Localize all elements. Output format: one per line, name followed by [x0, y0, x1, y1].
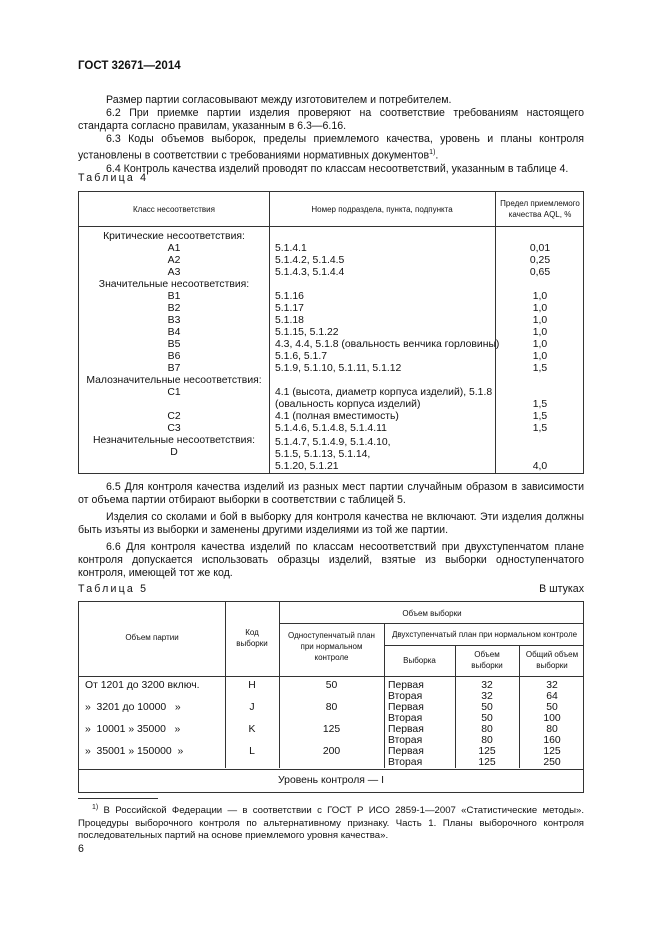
intro-text — [78, 94, 584, 176]
code-cell: J — [249, 702, 255, 713]
total-cell: 160 — [543, 735, 561, 746]
paragraph: Изделия со сколами и бой в выборку для контроля качества не включают. Эти изделия должны быть изъяты из выборки и заменены другими изделиями из той же партии. — [78, 511, 584, 536]
size-cell: 32 — [481, 680, 493, 691]
paragraph: 6.5 Для контроля качества изделий из разных мест партии случайным образом в зависимости от объема партии отбирают выборки в соответствии с таблицей 5. — [78, 481, 584, 506]
document-header: ГОСТ 32671—2014 — [78, 60, 181, 72]
paragraph: 6.2 При приемке партии изделия проверяют на соответствие требованиям настоящего стандарта согласно правилам, указанным в 6.3—6.16. — [78, 107, 584, 132]
aql-cell: 4,0 — [532, 461, 548, 472]
single-cell: 50 — [325, 680, 338, 691]
code-cell: H — [248, 680, 256, 691]
table5-header-single: Одноступенчатый план при нормальном контроле — [288, 631, 375, 662]
table5-header-size: Объем выборки — [471, 650, 503, 670]
class-cell: B1 — [167, 291, 181, 302]
class-cell: B6 — [167, 351, 181, 362]
group-label: Незначительные несоответствия: — [93, 435, 255, 446]
total-cell: 250 — [543, 757, 561, 768]
class-cell: D — [170, 447, 178, 458]
clause-cell: 4.1 (высота, диаметр корпуса изделий), 5.1.8 — [275, 387, 493, 398]
footnote-divider — [78, 798, 158, 799]
body-text — [78, 481, 584, 580]
header-line: качества AQL, % — [508, 210, 572, 219]
aql-cell: 1,0 — [532, 339, 548, 350]
aql-cell: 1,5 — [532, 411, 548, 422]
single-cell: 80 — [325, 702, 338, 713]
footnote-ref: 1) — [429, 149, 436, 156]
table4 — [78, 191, 584, 474]
paragraph: 6.4 Контроль качества изделий проводят по классам несоответствий, указанным в таблице 4. — [106, 162, 569, 175]
lot-cell: » 10001 » 35000 » — [85, 724, 181, 735]
aql-cell: 1,5 — [532, 399, 548, 410]
aql-cell: 0,01 — [529, 243, 551, 254]
size-cell: 32 — [481, 691, 493, 702]
lot-cell: » 35001 » 150000 » — [85, 746, 184, 757]
clause-cell-cont: 5.1.20, 5.1.21 — [275, 461, 339, 472]
single-cell: 200 — [322, 746, 341, 757]
clause-cell: 5.1.18 — [275, 315, 304, 326]
table4-caption: Таблица 4 — [78, 172, 149, 184]
class-cell: A2 — [167, 255, 181, 266]
class-cell: B3 — [167, 315, 181, 326]
total-cell: 50 — [546, 702, 558, 713]
clause-cell: 5.1.4.1 — [275, 243, 307, 254]
aql-cell: 1,5 — [532, 423, 548, 434]
table5-header-code: Код выборки — [236, 628, 268, 648]
size-cell: 125 — [478, 746, 496, 757]
class-cell: B2 — [167, 303, 181, 314]
size-cell: 125 — [478, 757, 496, 768]
total-cell: 64 — [546, 691, 558, 702]
clause-cell: 5.1.17 — [275, 303, 304, 314]
sel-cell: Первая — [388, 746, 424, 757]
footnote-mark: 1) — [92, 804, 99, 811]
size-cell: 80 — [481, 724, 493, 735]
lot-cell: От 1201 до 3200 включ. — [85, 680, 200, 691]
code-cell: L — [249, 746, 255, 757]
header-line: Предел приемлемого — [500, 199, 580, 208]
size-cell: 80 — [481, 735, 493, 746]
clause-cell: 5.1.4.2, 5.1.4.5 — [275, 255, 345, 266]
paragraph: 6.3 Коды объемов выборок, пределы приемлемого качества, уровень и планы контроля установлены в соответствии с требованиями нормативных документов$^{1)}$. — [78, 133, 584, 162]
clause-cell: 5.1.6, 5.1.7 — [275, 351, 327, 362]
aql-cell: 1,0 — [532, 315, 548, 326]
total-cell: 80 — [546, 724, 558, 735]
group-label: Значительные несоответствия: — [98, 279, 250, 290]
clause-cell: 5.1.9, 5.1.10, 5.1.11, 5.1.12 — [275, 363, 402, 374]
size-cell: 50 — [481, 713, 493, 724]
class-cell: B4 — [167, 327, 181, 338]
sel-cell: Вторая — [388, 691, 423, 702]
sel-cell: Вторая — [388, 757, 423, 768]
paragraph: Размер партии согласовывают между изготовителем и потребителем. — [106, 94, 452, 106]
aql-cell: 1,0 — [532, 291, 548, 302]
footnote — [78, 802, 584, 843]
aql-cell: 1,0 — [532, 351, 548, 362]
table5-caption: Таблица 5 — [78, 583, 149, 595]
class-cell: A3 — [167, 267, 181, 278]
lot-cell: » 3201 до 10000 » — [85, 702, 181, 713]
size-cell: 50 — [481, 702, 493, 713]
table5-header-sel: Выборка — [403, 656, 436, 665]
aql-cell: 1,0 — [532, 327, 548, 338]
class-cell: B5 — [167, 339, 181, 350]
sel-cell: Вторая — [388, 735, 423, 746]
paragraph-text: 6.3 Коды объемов выборок, пределы приемлемого качества, уровень и планы контроля установлены в соответствии с требованиями нормативных документов — [78, 133, 584, 162]
total-cell: 125 — [543, 746, 561, 757]
table5-header-lot: Объем партии — [125, 633, 179, 642]
class-cell: B7 — [167, 363, 181, 374]
table5-header-sample: Объем выборки — [402, 609, 462, 618]
clause-cell: 5.1.4.7, 5.1.4.9, 5.1.4.10, — [275, 437, 391, 448]
aql-cell: 0,25 — [529, 255, 551, 266]
aql-cell: 1,5 — [532, 363, 548, 374]
sel-cell: Вторая — [388, 713, 423, 724]
aql-cell: 0,65 — [529, 267, 551, 278]
table5 — [78, 601, 584, 793]
group-label: Малозначительные несоответствия: — [86, 375, 262, 386]
clause-cell: 5.1.15, 5.1.22 — [275, 327, 339, 338]
table5-header-total: Общий объем выборки — [525, 650, 579, 670]
paragraph: 6.6 Для контроля качества изделий по классам несоответствий при двухступенчатом плане контроля допускается использовать образцы изделий, взятые из выборки одноступенчатого контроля, имеющей тот же код. — [78, 541, 584, 579]
sel-cell: Первая — [388, 680, 424, 691]
class-cell: C1 — [167, 387, 181, 398]
clause-cell: 5.1.4.6, 5.1.4.8, 5.1.4.11 — [275, 423, 387, 434]
aql-cell: 1,0 — [532, 303, 548, 314]
page-number: 6 — [78, 843, 84, 855]
class-cell: C2 — [167, 411, 181, 422]
table4-header-aql — [495, 198, 585, 220]
class-cell: A1 — [167, 243, 181, 254]
single-cell: 125 — [322, 724, 341, 735]
total-cell: 100 — [543, 713, 561, 724]
sel-cell: Первая — [388, 724, 424, 735]
clause-cell-cont: 5.1.5, 5.1.13, 5.1.14, — [275, 449, 371, 460]
clause-cell: 5.1.16 — [275, 291, 304, 302]
table4-header-class: Класс несоответствия — [133, 205, 215, 214]
clause-cell-cont: (овальность корпуса изделий) — [275, 399, 421, 410]
total-cell: 32 — [546, 680, 558, 691]
footnote-text: В Российской Федерации — в соответствии с ГОСТ Р ИСО 2859-1—2007 «Статистические методы». Процедуры выборочного контроля по альтернативному признаку. Часть 1. Планы выборочного контроля последовательных партий на основе приемлемого уровня качества». — [78, 805, 584, 842]
class-cell: C3 — [167, 423, 181, 434]
clause-cell: 4.1 (полная вместимость) — [275, 411, 399, 422]
table5-header-double: Двухступенчатый план при нормальном контроле — [391, 630, 578, 639]
control-level: Уровень контроля — I — [278, 775, 384, 786]
sel-cell: Первая — [388, 702, 424, 713]
clause-cell: 4.3, 4.4, 5.1.8 (овальность венчика горловины) — [275, 339, 500, 350]
table5-units: В штуках — [539, 583, 584, 595]
table4-header-clause: Номер подраздела, пункта, подпункта — [311, 205, 453, 214]
group-label: Критические несоответствия: — [103, 231, 245, 242]
code-cell: K — [248, 724, 256, 735]
clause-cell: 5.1.4.3, 5.1.4.4 — [275, 267, 345, 278]
